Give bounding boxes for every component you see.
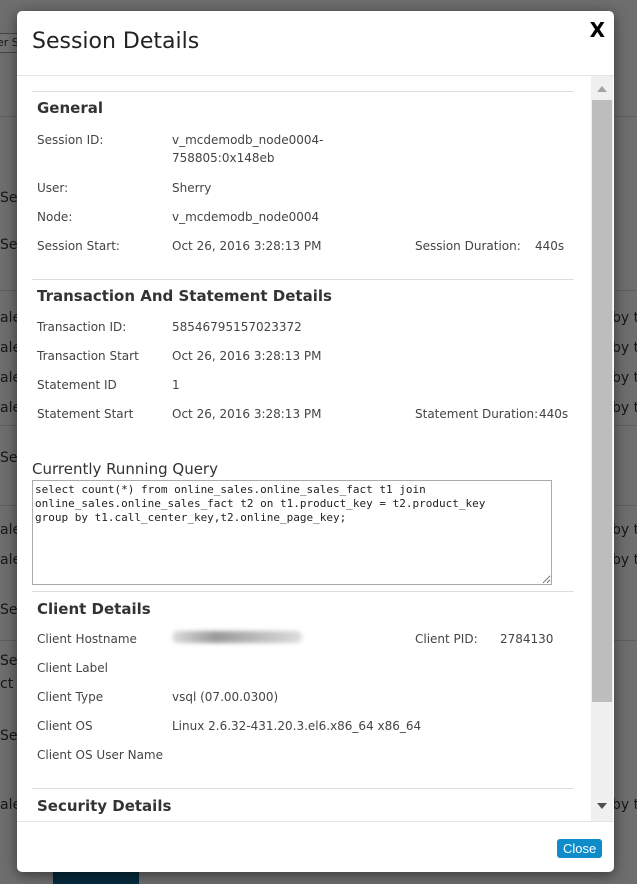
node-label: Node: xyxy=(37,210,73,224)
redacted-hostname xyxy=(172,631,302,643)
client-os-value: Linux 2.6.32-431.20.3.el6.x86_64 x86_64 xyxy=(172,719,422,733)
user-label: User: xyxy=(37,181,69,195)
section-title: Client Details xyxy=(37,600,151,618)
session-id-value: 758805:0x148eb xyxy=(172,151,275,165)
security-section xyxy=(32,788,574,821)
session-details-modal xyxy=(17,11,614,872)
client-pid-value: 2784130 xyxy=(500,632,554,646)
transaction-section xyxy=(32,279,574,450)
session-duration-label: Session Duration: xyxy=(415,239,521,253)
statement-start-label: Statement Start xyxy=(37,407,134,421)
section-title: General xyxy=(37,99,103,117)
scrollbar[interactable] xyxy=(591,76,613,821)
transaction-start-value: Oct 26, 2016 3:28:13 PM xyxy=(172,349,322,363)
close-button[interactable]: Close xyxy=(557,839,602,858)
node-value: v_mcdemodb_node0004 xyxy=(172,210,320,224)
client-label-label: Client Label xyxy=(37,661,108,675)
session-id-label: Session ID: xyxy=(37,133,104,147)
client-pid-label: Client PID: xyxy=(415,632,478,646)
section-title: Security Details xyxy=(37,797,172,815)
client-section xyxy=(32,591,574,790)
scroll-thumb[interactable] xyxy=(592,100,612,702)
client-os-user-label: Client OS User Name xyxy=(37,748,163,762)
user-value: Sherry xyxy=(172,181,212,195)
statement-id-label: Statement ID xyxy=(37,378,117,392)
scroll-down-icon[interactable] xyxy=(597,803,607,809)
section-title: Transaction And Statement Details xyxy=(37,287,332,305)
client-type-value: vsql (07.00.0300) xyxy=(172,690,279,704)
session-duration-value: 440s xyxy=(535,239,565,253)
modal-body[interactable] xyxy=(32,76,592,821)
scroll-up-icon[interactable] xyxy=(597,86,607,92)
client-hostname-label: Client Hostname xyxy=(37,632,137,646)
transaction-start-label: Transaction Start xyxy=(37,349,139,363)
statement-start-value: Oct 26, 2016 3:28:13 PM xyxy=(172,407,322,421)
statement-id-value: 1 xyxy=(172,378,180,392)
statement-duration-label: Statement Duration: xyxy=(415,407,539,421)
transaction-id-label: Transaction ID: xyxy=(37,320,127,334)
query-title: Currently Running Query xyxy=(32,460,218,478)
close-icon[interactable]: X xyxy=(589,18,605,42)
session-id-value: v_mcdemodb_node0004- xyxy=(172,133,324,147)
session-start-value: Oct 26, 2016 3:28:13 PM xyxy=(172,239,322,253)
transaction-id-value: 58546795157023372 xyxy=(172,320,302,334)
client-type-label: Client Type xyxy=(37,690,104,704)
modal-header xyxy=(17,11,614,76)
client-os-label: Client OS xyxy=(37,719,93,733)
modal-footer xyxy=(17,821,614,872)
modal-title: Session Details xyxy=(32,29,200,54)
general-section xyxy=(32,91,574,282)
statement-duration-value: 440s xyxy=(539,407,569,421)
query-textarea[interactable]: select count(*) from online_sales.online_sales_fact t1 join online_sales.online_sales_fact t2 on t1.product_key = t2.product_key group by t1.call_center_key,t2.online_page_key; xyxy=(32,480,552,585)
session-start-label: Session Start: xyxy=(37,239,120,253)
